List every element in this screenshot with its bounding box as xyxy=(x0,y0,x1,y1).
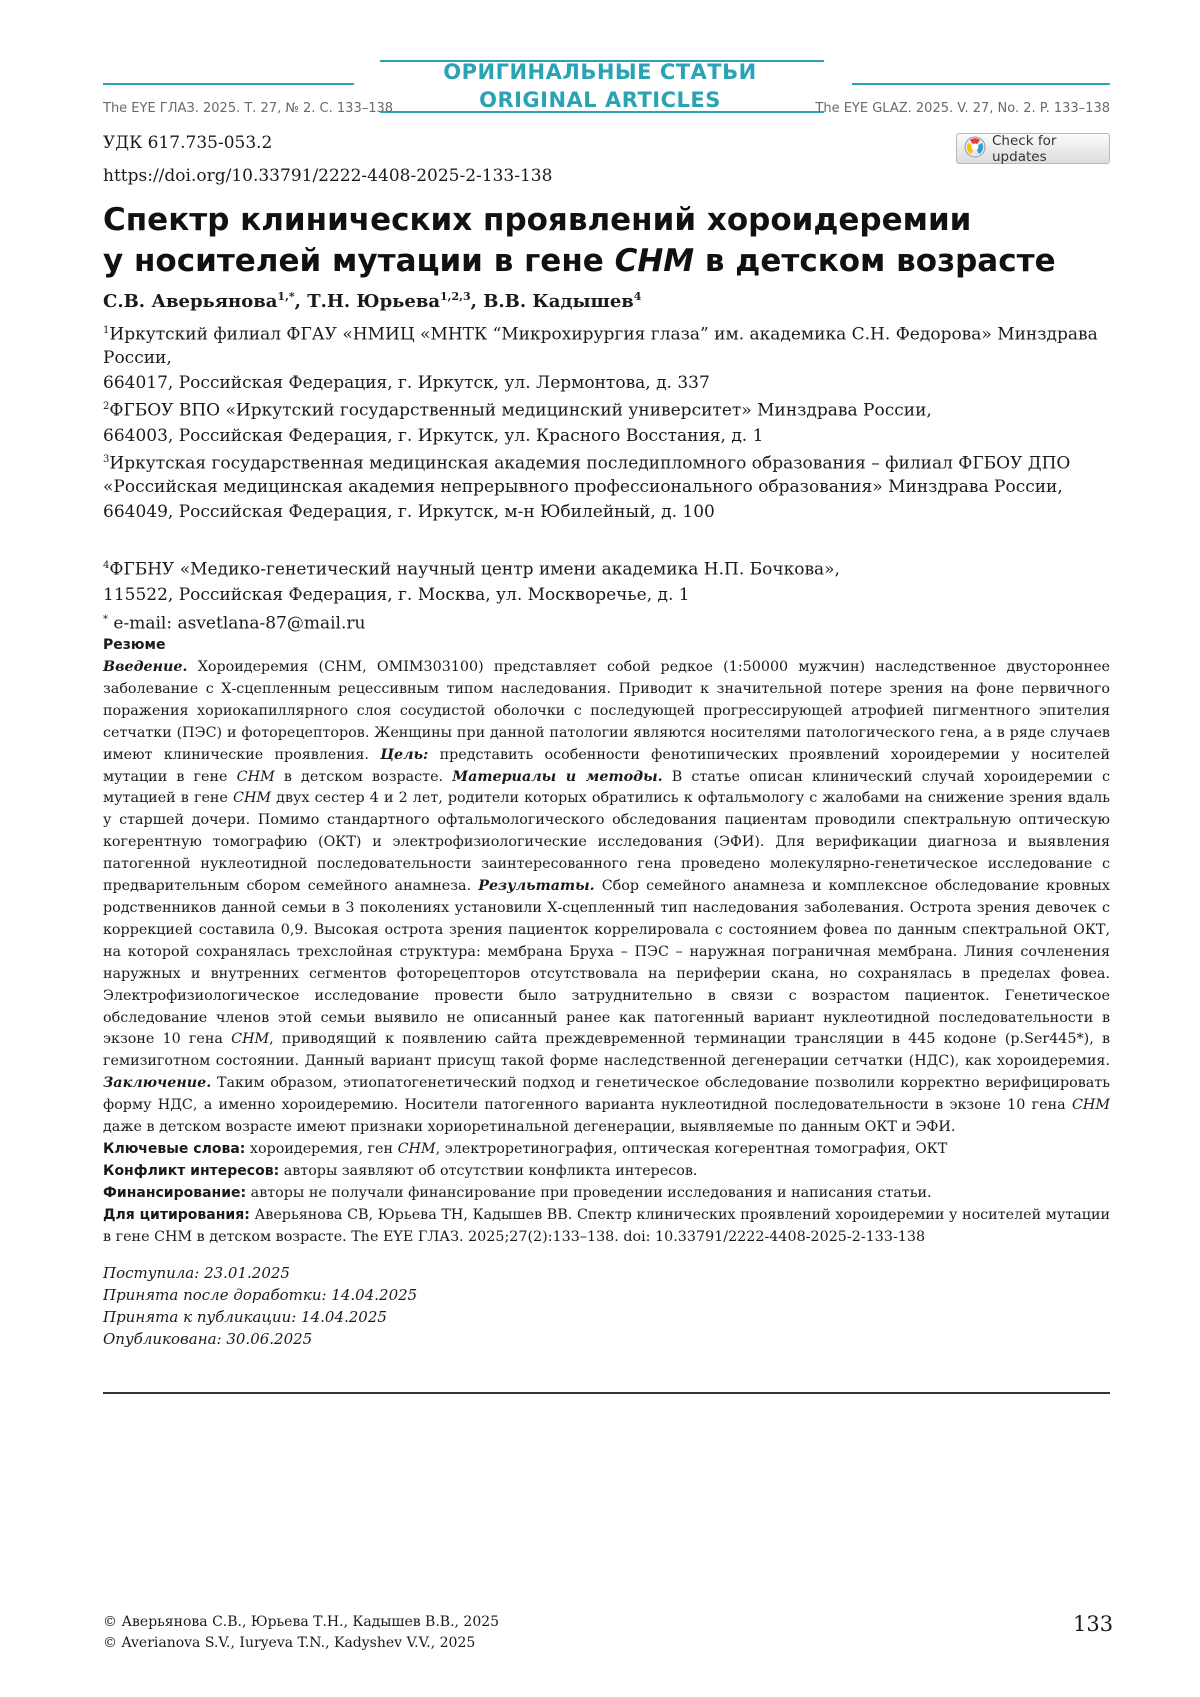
abstract-label: Заключение. xyxy=(103,1075,212,1092)
copyright-ru: © Аверьянова С.В., Юрьева Т.Н., Кадышев В.В., 2025 xyxy=(103,1614,500,1630)
author-name: Т.Н. Юрьева xyxy=(307,291,441,312)
keywords-text: хороидеремия, ген xyxy=(245,1140,398,1157)
email-text[interactable]: e-mail: asvetlana-87@mail.ru xyxy=(113,613,366,634)
date-received: Поступила: 23.01.2025 xyxy=(103,1264,290,1282)
section-category-ru: ОРИГИНАЛЬНЫЕ СТАТЬИ xyxy=(443,60,757,84)
funding-label: Финансирование: xyxy=(103,1184,247,1201)
abstract-text: , приводящий к появлению сайта преждевременной терминации трансляции в 445 кодоне (p.Ser445*), в гемизиготном состоянии. Данный вариант присущ такой форме наследственной дегенерации сетчатки (НДС), как хороидеремия. xyxy=(103,1031,1110,1070)
article-title-line-2 xyxy=(103,241,1113,282)
check-for-updates-button[interactable] xyxy=(956,133,1110,164)
abstract-text: в детском возрасте. xyxy=(274,768,453,785)
keywords-label: Ключевые слова: xyxy=(103,1140,246,1157)
abstract-text: двух сестер 4 и 2 лет, родители которых обратились к офтальмологу с жалобами на снижение зрения вдаль у старшей дочери. Помимо стандартного офтальмологического обследования пациентам проводили спектральную оптическую когерентную томографию (ОКТ) и электрофизиологические исследования (ЭФИ). Для верификации диагноза и выявления патогенной нуклеотидной последовательности заинтересованного гена проведено молекулярно-генетическое исследование с предварительным сбором семейного анамнеза. xyxy=(103,790,1110,895)
gene-name: CHM xyxy=(231,1031,270,1048)
abstract-text: Сбор семейного анамнеза и комплексное обследование кровных родственников данной семьи в 3 поколениях установили Х-сцепленный тип наследования заболевания. Острота зрения девочек с коррекцией составила 0,9. Высокая острота зрения пациенток коррелировала с состоянием фовеа по данным спектральной ОКТ, на которой сохранялась трехслойная структура: мембрана Бруха – ПЭС – наружная пограничная мембрана. Линия сочленения наружных и внутренних сегментов фоторецепторов отсутствовала на периферии скана, но сохранялась в пределах фовеа. Электрофизиологическое исследование провести было затруднительно в связи с возрастом пациенток. Генетическое обследование членов этой семьи выявило не описанный ранее как патогенный вариант нуклеотидной последовательности в экзоне 10 гена xyxy=(103,878,1110,1048)
affiliation-address: 664003, Российская Федерация, г. Иркутск, ул. Красного Восстания, д. 1 xyxy=(103,425,764,446)
affiliation-sup: 2 xyxy=(103,401,110,412)
abstract-text: Хороидеремия (CHM, OMIM303100) представляет собой редкое (1:50000 мужчин) наследственное двустороннее заболевание с Х-сцепленным рецессивным типом наследования. Приводит к значительной потере зрения на фоне первичного поражения хориокапиллярного слоя сосудистой оболочки с последующей прогрессирующей атрофией пигментного эпителия сетчатки (ПЭС) и фоторецепторов. Женщины при данной патологии являются носителями патологического гена, а в ряде случаев имеют клинические проявления. xyxy=(103,659,1110,763)
running-head-right: The EYE GLAZ. 2025. V. 27, No. 2. P. 133–138 xyxy=(815,101,1110,116)
keywords-text: , электроретинография, оптическая когерентная томография, ОКТ xyxy=(435,1140,948,1157)
affiliation-sup: 4 xyxy=(103,560,110,571)
conflict-text: авторы заявляют об отсутствии конфликта интересов. xyxy=(279,1162,698,1179)
author-name: С.В. Аверьянова xyxy=(103,291,278,312)
crossmark-icon xyxy=(964,136,986,162)
page-number: 133 xyxy=(1073,1612,1114,1636)
author-sup: 1,* xyxy=(277,290,295,303)
affiliation-sup: 3 xyxy=(103,454,110,465)
gene-name: CHM xyxy=(397,1140,436,1157)
email-sup: * xyxy=(103,614,108,625)
citation-label: Для цитирования: xyxy=(103,1206,250,1223)
affiliation-text: ФГБОУ ВПО «Иркутский государственный медицинский университет» Минздрава России, xyxy=(109,400,932,421)
affiliation-sup: 1 xyxy=(103,325,110,336)
abstract-body xyxy=(103,657,1110,1248)
running-head-left: The EYE ГЛАЗ. 2025. Т. 27, № 2. С. 133–138 xyxy=(103,101,394,116)
affiliation-4 xyxy=(103,554,1113,607)
abstract-text: представить особенности фенотипических проявлений хороидеремии у носителей мутации в гене xyxy=(103,746,1110,785)
citation xyxy=(103,1205,1110,1249)
copyright-block xyxy=(103,1612,499,1654)
affiliation-address: 115522, Российская Федерация, г. Москва, ул. Москворечье, д. 1 xyxy=(103,584,690,605)
abstract-label: Цель: xyxy=(380,746,429,763)
funding-text: авторы не получали финансирование при проведении исследования и написания статьи. xyxy=(246,1184,932,1201)
abstract-text: даже в детском возрасте имеют признаки хориоретинальной дегенерации, выявляемые по данным ОКТ и ЭФИ. xyxy=(103,1119,956,1136)
article-dates xyxy=(103,1262,417,1350)
conflict-of-interest xyxy=(103,1161,1110,1183)
author-sup: 4 xyxy=(633,290,642,303)
citation-text: Аверьянова СВ, Юрьева ТН, Кадышев ВВ. Спектр клинических проявлений хороидеремии у носителей мутации в гене CHM в детском возрасте. The EYE ГЛАЗ. 2025;27(2):133–138. doi: 10.33791/2222-4408-2025-2-133-138 xyxy=(103,1206,1111,1245)
abstract-label: Введение. xyxy=(103,659,188,675)
affiliation-text: Иркутский филиал ФГАУ «НМИЦ «МНТК “Микрохирургия глаза” им. академика С.Н. Федорова» Минздрава России, xyxy=(103,324,1098,368)
title-text: в детском возрасте xyxy=(694,243,1056,279)
gene-name: CHM xyxy=(233,790,272,807)
article-title xyxy=(103,200,1113,282)
abstract-label: Результаты. xyxy=(478,878,595,895)
abstract-text: В статье описан клинический случай хороидеремии с мутацией в гене xyxy=(103,768,1111,807)
author-name: В.В. Кадышев xyxy=(483,291,634,312)
affiliation-address: 664049, Российская Федерация, г. Иркутск, м-н Юбилейный, д. 100 xyxy=(103,501,715,522)
affiliation-address: 664017, Российская Федерация, г. Иркутск, ул. Лермонтова, д. 337 xyxy=(103,372,710,393)
check-for-updates-label: Check for updates xyxy=(992,132,1057,165)
affiliation-text: Иркутская государственная медицинская академия последипломного образования – филиал ФГБОУ ДПО «Российская медицинская академия непрерывного профессионального образования» Минздрава России, xyxy=(103,453,1071,497)
gene-name: CHM xyxy=(236,768,275,785)
copyright-en: © Averianova S.V., Iuryeva T.N., Kadyshev V.V., 2025 xyxy=(103,1635,476,1651)
gene-name: CHM xyxy=(1071,1097,1110,1114)
date-revised: Принята после доработки: 14.04.2025 xyxy=(103,1286,418,1304)
abstract-label: Материалы и методы. xyxy=(452,768,663,785)
keywords xyxy=(103,1139,1110,1161)
title-gene: CHM xyxy=(614,243,695,279)
affiliation-2 xyxy=(103,395,1113,448)
udk-code: УДК 617.735-053.2 xyxy=(103,133,273,153)
footer-divider xyxy=(103,1392,1110,1394)
affiliation-3 xyxy=(103,448,1113,524)
affiliation-1 xyxy=(103,319,1113,395)
conflict-label: Конфликт интересов: xyxy=(103,1162,280,1179)
title-text: у носителей мутации в гене xyxy=(103,243,615,279)
affiliation-text: ФГБНУ «Медико-генетический научный центр имени академика Н.П. Бочкова», xyxy=(109,559,840,580)
author-list: С.В. Аверьянова$^{1,*}$, Т.Н. Юрьева$^{1,2,3}$, В.В. Кадышев$^4$ xyxy=(103,290,642,312)
date-published: Опубликована: 30.06.2025 xyxy=(103,1330,313,1348)
abstract-text: Таким образом, этиопатогенетический подход и генетическое обследование позволили корректно верифицировать форму НДС, а именно хороидеремию. Носители патогенного варианта нуклеотидной последовательности в экзоне 10 гена xyxy=(103,1075,1110,1114)
abstract-heading: Резюме xyxy=(103,637,166,653)
doi-link[interactable]: https://doi.org/10.33791/2222-4408-2025-2-133-138 xyxy=(103,166,553,186)
funding xyxy=(103,1183,1110,1205)
article-title-line-1: Спектр клинических проявлений хороидеремии xyxy=(103,202,972,238)
corresponding-email xyxy=(103,608,1113,636)
section-category-en: ORIGINAL ARTICLES xyxy=(479,88,721,112)
date-accepted: Принята к публикации: 14.04.2025 xyxy=(103,1308,387,1326)
author-sup: 1,2,3 xyxy=(440,290,471,303)
